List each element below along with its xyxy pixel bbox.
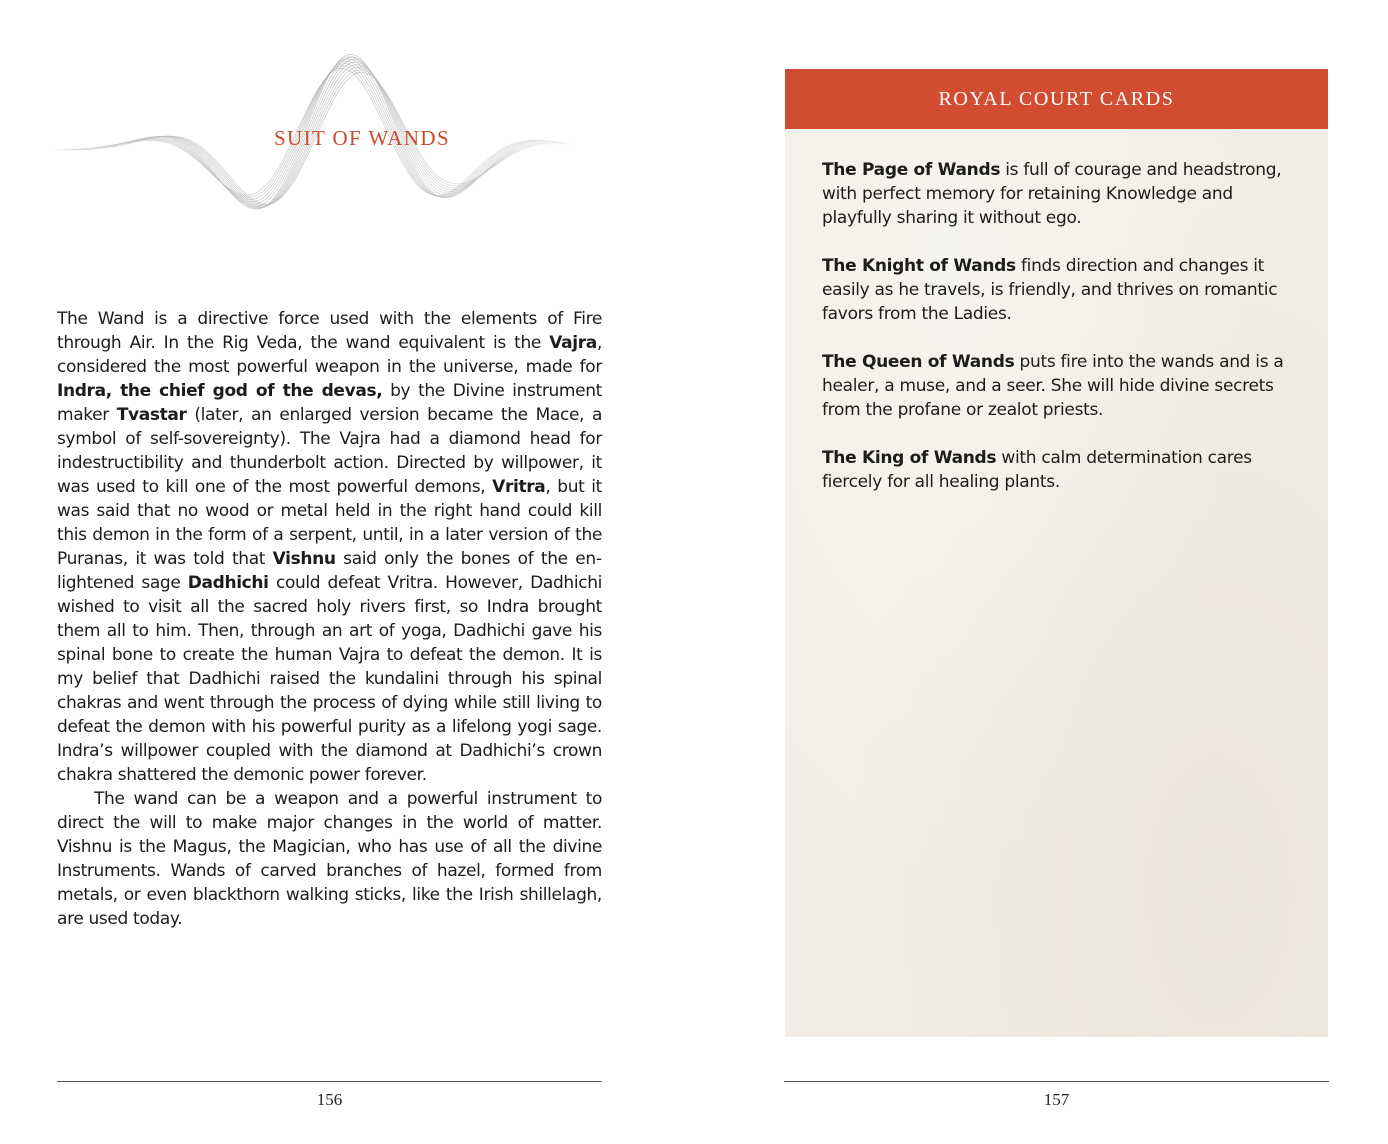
text-run: could defeat Vritra. However, Dadhichi wished to visit all the sacred holy rivers first, so Indra brought them all to him. Then, through an art of yoga, Dadhichi gave his spinal bone to create the human Vajra to defeat the demon. It is my belief that Dadhichi raised the kundalini through his spinal chakras and went through the process of dying while still living to defeat the demon with his powerful purity as a lifelong yogi sage. Indra’s willpower coupled with the diamond at Dadhichi’s crown chakra shattered the demonic power forever. bbox=[57, 573, 602, 785]
card-entry bbox=[822, 254, 1297, 326]
card-entry bbox=[822, 446, 1297, 494]
card-name: The Page of Wands bbox=[822, 160, 1001, 180]
text-run: , considered the most powerful weapon in the universe, made for bbox=[57, 333, 602, 377]
body-text bbox=[57, 307, 602, 931]
bold-term: Vishnu bbox=[272, 549, 336, 569]
right-page bbox=[694, 0, 1388, 1144]
bold-term: Dadhichi bbox=[187, 573, 269, 593]
bold-term: Vritra bbox=[492, 477, 546, 497]
card-description: puts fire into the wands and is a healer, a muse, and a seer. She will hide divine secrets from the profane or zealot priests. bbox=[822, 352, 1284, 420]
royal-court-box bbox=[785, 69, 1328, 1037]
text-run: (later, an enlarged version became the Mace, a symbol of self-sovereignty). The Vajra had a diamond head for indestructibility and thunderbolt action. Directed by willpower, it was used to kill one of the most powerful demons, bbox=[57, 405, 603, 497]
page-number: 157 bbox=[1043, 1090, 1070, 1109]
body-paragraph bbox=[57, 307, 602, 787]
card-name: The Queen of Wands bbox=[822, 352, 1015, 372]
page-number: 156 bbox=[316, 1090, 343, 1109]
bold-term: Vajra bbox=[549, 333, 597, 353]
text-run: , but it was said that no wood or metal held in the right hand could kill this demon in the form of a serpent, until, in a later version of the Puranas, it was told that bbox=[57, 477, 602, 569]
footer-rule bbox=[57, 1081, 602, 1082]
card-description: with calm determination cares fiercely for all healing plants. bbox=[822, 448, 1252, 492]
card-description: finds direction and changes it easily as he travels, is friendly, and thrives on romantic favors from the Ladies. bbox=[822, 256, 1278, 324]
card-name: The Knight of Wands bbox=[822, 256, 1016, 276]
card-entry bbox=[822, 158, 1297, 230]
bold-term: Tvastar bbox=[116, 405, 187, 425]
text-run: The Wand is a directive force used with the elements of Fire through Air. In the Rig Veda, the wand equivalent is the bbox=[57, 309, 602, 353]
footer-rule bbox=[784, 1081, 1329, 1082]
card-description: is full of courage and headstrong, with perfect memory for retaining Knowledge and playfully sharing it without ego. bbox=[822, 160, 1282, 228]
box-title: ROYAL COURT CARDS bbox=[938, 87, 1175, 110]
card-list bbox=[822, 158, 1297, 518]
body-paragraph bbox=[57, 787, 602, 931]
box-header bbox=[785, 69, 1328, 129]
text-run: by the Divine instrument maker bbox=[57, 381, 602, 425]
card-name: The King of Wands bbox=[822, 448, 997, 468]
text-run: said only the bones of the enlightened sage bbox=[57, 549, 602, 593]
chapter-title: SUIT OF WANDS bbox=[273, 126, 451, 150]
card-entry bbox=[822, 350, 1297, 422]
text-run: The wand can be a weapon and a powerful instrument to direct the will to make major changes in the world of matter. Vishnu is the Magus, the Magician, who has use of all the divine Instruments. Wands of carved branches of hazel, formed from metals, or even blackthorn walking sticks, like the Irish shillelagh, are used today. bbox=[57, 789, 602, 929]
bold-term: Indra, the chief god of the devas, bbox=[57, 381, 383, 401]
